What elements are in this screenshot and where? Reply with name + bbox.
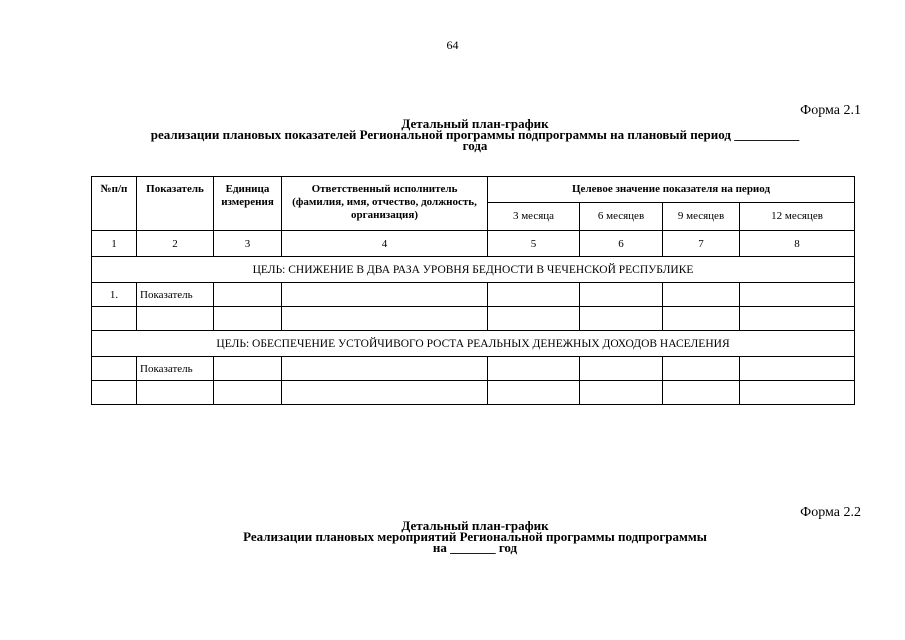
empty-cell	[663, 283, 740, 307]
goal-2-text: ЦЕЛЬ: ОБЕСПЕЧЕНИЕ УСТОЙЧИВОГО РОСТА РЕАЛЬНЫХ ДЕНЕЖНЫХ ДОХОДОВ НАСЕЛЕНИЯ	[92, 331, 855, 357]
table-row	[92, 283, 855, 307]
row-indicator: Показатель	[137, 357, 214, 381]
row-num: 1.	[92, 283, 137, 307]
col-num: 3	[214, 231, 282, 257]
empty-cell	[580, 357, 663, 381]
form-2-1-title	[0, 118, 905, 151]
header-executor: Ответственный исполнитель (фамилия, имя, отчество, должность, организация)	[282, 177, 488, 231]
empty-cell	[740, 357, 855, 381]
header-row-1	[92, 177, 855, 203]
form-2-1-label: Форма 2.1	[800, 103, 861, 118]
goal-row-2	[92, 331, 855, 357]
title-line-3: на _______ год	[432, 540, 518, 555]
col-num: 5	[488, 231, 580, 257]
empty-cell	[282, 357, 488, 381]
row-indicator: Показатель	[137, 283, 214, 307]
empty-cell	[580, 307, 663, 331]
goal-row-1	[92, 257, 855, 283]
empty-cell	[488, 307, 580, 331]
title-line-3: года	[462, 138, 488, 153]
header-period-6: 6 месяцев	[580, 203, 663, 231]
table-row	[92, 307, 855, 331]
header-target-value: Целевое значение показателя на период	[488, 177, 855, 203]
empty-cell	[740, 283, 855, 307]
col-num: 2	[137, 231, 214, 257]
empty-cell	[488, 381, 580, 405]
header-num: №п/п	[92, 177, 137, 231]
column-number-row	[92, 231, 855, 257]
plan-schedule-table	[91, 176, 855, 405]
col-num: 7	[663, 231, 740, 257]
header-period-12: 12 месяцев	[740, 203, 855, 231]
goal-1-text: ЦЕЛЬ: СНИЖЕНИЕ В ДВА РАЗА УРОВНЯ БЕДНОСТИ В ЧЕЧЕНСКОЙ РЕСПУБЛИКЕ	[92, 257, 855, 283]
header-period-9: 9 месяцев	[663, 203, 740, 231]
empty-cell	[214, 357, 282, 381]
empty-cell	[282, 307, 488, 331]
empty-cell	[282, 381, 488, 405]
header-period-3: 3 месяца	[488, 203, 580, 231]
empty-cell	[580, 283, 663, 307]
title-line-1: Детальный план-график	[401, 116, 549, 131]
empty-cell	[282, 283, 488, 307]
col-num: 6	[580, 231, 663, 257]
table-row	[92, 381, 855, 405]
empty-cell	[214, 307, 282, 331]
title-line-2: реализации плановых показателей Региональной программы подпрограммы на плановый период __________	[150, 127, 800, 142]
col-num: 8	[740, 231, 855, 257]
title-line-1: Детальный план-график	[401, 518, 549, 533]
empty-cell	[137, 381, 214, 405]
row-num	[92, 357, 137, 381]
col-num: 1	[92, 231, 137, 257]
empty-cell	[214, 381, 282, 405]
empty-cell	[488, 283, 580, 307]
col-num: 4	[282, 231, 488, 257]
form-2-2-title	[0, 520, 905, 553]
empty-cell	[740, 381, 855, 405]
empty-cell	[488, 357, 580, 381]
empty-cell	[92, 307, 137, 331]
empty-cell	[92, 381, 137, 405]
empty-cell	[663, 357, 740, 381]
header-unit: Единица измерения	[214, 177, 282, 231]
empty-cell	[580, 381, 663, 405]
form-2-2-label: Форма 2.2	[800, 505, 861, 520]
title-line-2: Реализации плановых мероприятий Региональной программы подпрограммы	[243, 529, 707, 544]
header-indicator: Показатель	[137, 177, 214, 231]
table-row	[92, 357, 855, 381]
empty-cell	[663, 307, 740, 331]
page-number: 64	[446, 38, 459, 52]
empty-cell	[740, 307, 855, 331]
empty-cell	[137, 307, 214, 331]
empty-cell	[214, 283, 282, 307]
empty-cell	[663, 381, 740, 405]
